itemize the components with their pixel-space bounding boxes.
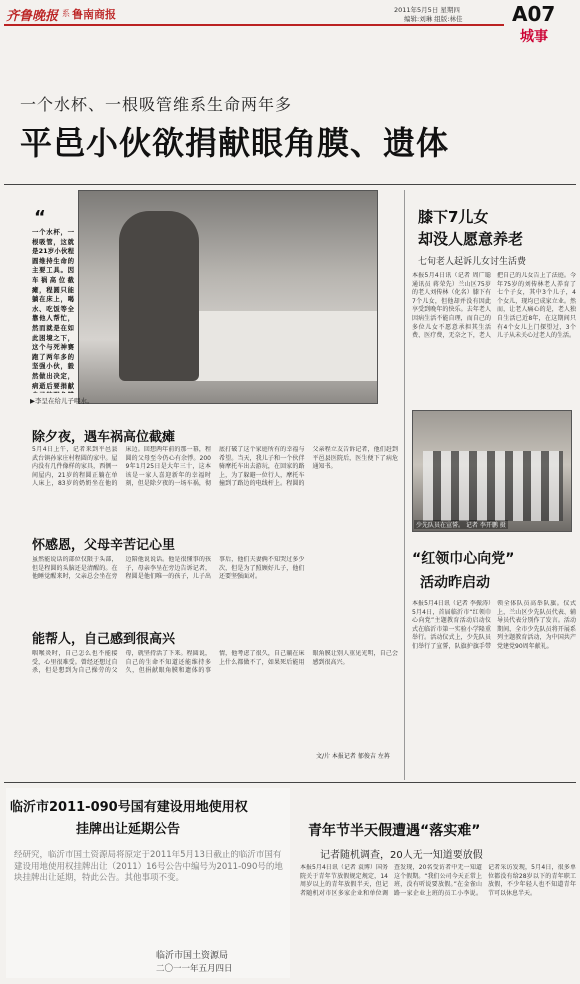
lead-kicker: 一个水杯、一根吸管维系生命两年多 xyxy=(20,95,293,114)
story2-body: 本报5月4日讯（记者 周广聪 通讯员 蒋荣先）兰山区75岁的老人刘传林（化名）膝下有7个儿女，但他却并没有因此享受到晚年的快乐。去年老人因病生活不能自理，而自己的多位儿女不愿意承担其生活费、医疗费，无奈之下，老人把自己的儿女告上了法庭。今年75岁的刘传林老人养育了七个子女，其中3个儿子，4个女儿，现均已成家立业。然而，让老人痛心的是，老人独自生活已近8年，在这期间只有4个女儿上门探望过，3个儿子从未关心过老人的生活。 xyxy=(412,272,576,340)
photo-bed xyxy=(189,311,378,381)
section-title-1: 除夕夜，遇车祸高位截瘫 xyxy=(32,430,176,445)
headline-rule xyxy=(4,184,576,185)
lead-byline: 文/片 本报记者 郁俊吉 左苒 xyxy=(316,753,390,760)
story2-subhead: 七旬老人起诉儿女讨生活费 xyxy=(418,257,527,267)
photo-figure xyxy=(119,211,199,381)
lead-photo xyxy=(78,190,378,404)
story3-headline-2: 活动昨启动 xyxy=(420,575,490,591)
story2-photo-caption: 少先队员在宣誓。 记者 李开鹏 摄 xyxy=(416,522,506,529)
section-title-3: 能帮人，自己感到很高兴 xyxy=(32,632,176,647)
story2-headline-2: 却没人愿意养老 xyxy=(418,230,524,248)
photo-note-marker: ▶ xyxy=(30,397,35,405)
ad-headline-2: 挂牌出让延期公告 xyxy=(76,822,181,837)
column-divider xyxy=(404,190,405,780)
sub-paper-name: 鲁南商报 xyxy=(72,8,116,21)
section-name: 城事 xyxy=(520,29,548,45)
series-label: 系 xyxy=(62,9,70,18)
section-body-2: 虽然能说话的部位仅限于头部，但是程圆的头脑还是清醒的。在他睡觉醒来时，父亲总会坐在旁边陪他说说话。他是很懂事的孩子，母亲李呈在旁边告诉记者，程圆是他们唯一的孩子，儿子出事后，他们夫妻俩不知哭过多少次，但是为了照顾好儿子，他们还要坚强面对。 xyxy=(32,556,305,581)
ad-date: 二〇一一年五月四日 xyxy=(156,964,233,974)
lead-photo-quote: 一个水杯，一根吸管，这就是21岁小伙程圆维持生命的主要工具。因车祸高位截瘫，程圆只能躺在床上，喝水、吃饭等全靠他人帮忙，然而就是在如此困境之下，这个与死神赛跑了两年多的坚强小伙，毅然做出决定，病逝后要捐献 xyxy=(32,228,74,390)
story3-body: 本报5月4日讯（记者 李振涛）5月4日，首届临沂市“红领巾心向党”主题教育活动启动仪式在临沂市第一实验小学隆重举行。活动仪式上，少先队员们举行了宣誓，队旗护旗手带领全体队员高举队旗。仪式上，兰山区少先队员代表、辅导员代表分别作了发言。活动期间，全市少先队员将开展系列主题教育活动，为中国共产党建党90周年献礼。 xyxy=(412,600,576,650)
story3-headline-1: “红领巾心向党” xyxy=(412,551,515,567)
ad-headline-1: 临沂市2011-090号国有建设用地使用权 xyxy=(10,800,248,815)
paper-name: 齐鲁晚报 xyxy=(6,9,59,24)
story4-subhead: 记者随机调查，20人无一知道要放假 xyxy=(320,850,483,861)
story4-body: 本报5月4日讯（记者 袁博）国务院关于青年节放假规定规定，14周岁以上的青年放假半天，但记者随机对市区多家企业和单位调查发现，20名受访者中无一知道这个假期。“我们公司今天正常上班，没有听说要放假。”在金雀山路一家企业上班的员工小李说。记者采访发现，5月4日，很多单位都没有给28岁以下的青年职工放假，不少年轻人也不知道青年节可以休息半天。 xyxy=(300,864,576,897)
issue-date: 2011年5月5日 星期四 xyxy=(394,6,460,14)
editors-line: 编辑:刘琳 组版:林佳 xyxy=(404,15,463,23)
section-body-1: 5月4日上午，记者来到平邑县武台镇孙家庄村程圆的家中。屋内没有几件像样的家具，西侧一间屋内，21岁的程圆正躺在单人床上，83岁的奶奶坐在他的床边。回想两年前的那一幕，程圆的父母至今仍心有余悸。2009年1月25日是大年三十，这本该是一家人喜迎新年的幸福时刻，但是除夕夜的一场车祸，彻底打破了这个家庭所有的幸福与希望。当天，我儿子和一个伙伴骑摩托车出去游玩，在回家的路上，为了躲避一位行人，摩托车撞到了路边的电线杆上。程圆的父亲程立友告诉记者，他们赶到平邑县医院后，医生便下了病危通知书。 xyxy=(32,446,398,488)
story4-headline: 青年节半天假遭遇“落实难” xyxy=(308,823,481,839)
ad-box xyxy=(6,788,290,978)
story2-headline-1: 膝下7儿女 xyxy=(418,208,489,226)
page-number: A07 xyxy=(512,2,556,26)
ad-issuer: 临沂市国土资源局 xyxy=(156,951,229,961)
bottom-rule xyxy=(4,782,576,783)
lead-headline: 平邑小伙欲捐献眼角膜、遗体 xyxy=(20,124,450,162)
photo-crowd xyxy=(423,451,563,521)
masthead xyxy=(0,0,580,52)
photo-note xyxy=(30,396,94,405)
section-title-2: 怀感恩，父母辛苦记心里 xyxy=(32,538,176,553)
ad-body: 经研究，临沂市国土资源局将原定于2011年5月13日截止的临沂市国有建设用地使用权挂牌出让（2011）16号公告中编号为2011-090号的地块挂牌出让延期，特此公告。其他事项不变。 xyxy=(14,850,283,883)
section-body-3: 咽喉炎时，自己怎么也不能接受，心里很难受。曾经还想过自杀，但是想到为自己操劳的父母，就坚持活了下来。程圆说，自己的生命不知道还能维持多久，但捐献眼角膜和遗体的事情，他考虑了很久，自己躺在床上什么都做不了，如果死后能用眼角膜让别人重见光明，自己会感到很高兴。 xyxy=(32,650,398,675)
lead-quote-mark: “ xyxy=(34,207,46,228)
photo-note-text: 李呈在给儿子喂水。 xyxy=(35,397,94,405)
masthead-rule xyxy=(4,24,504,26)
story2-photo xyxy=(412,410,572,532)
